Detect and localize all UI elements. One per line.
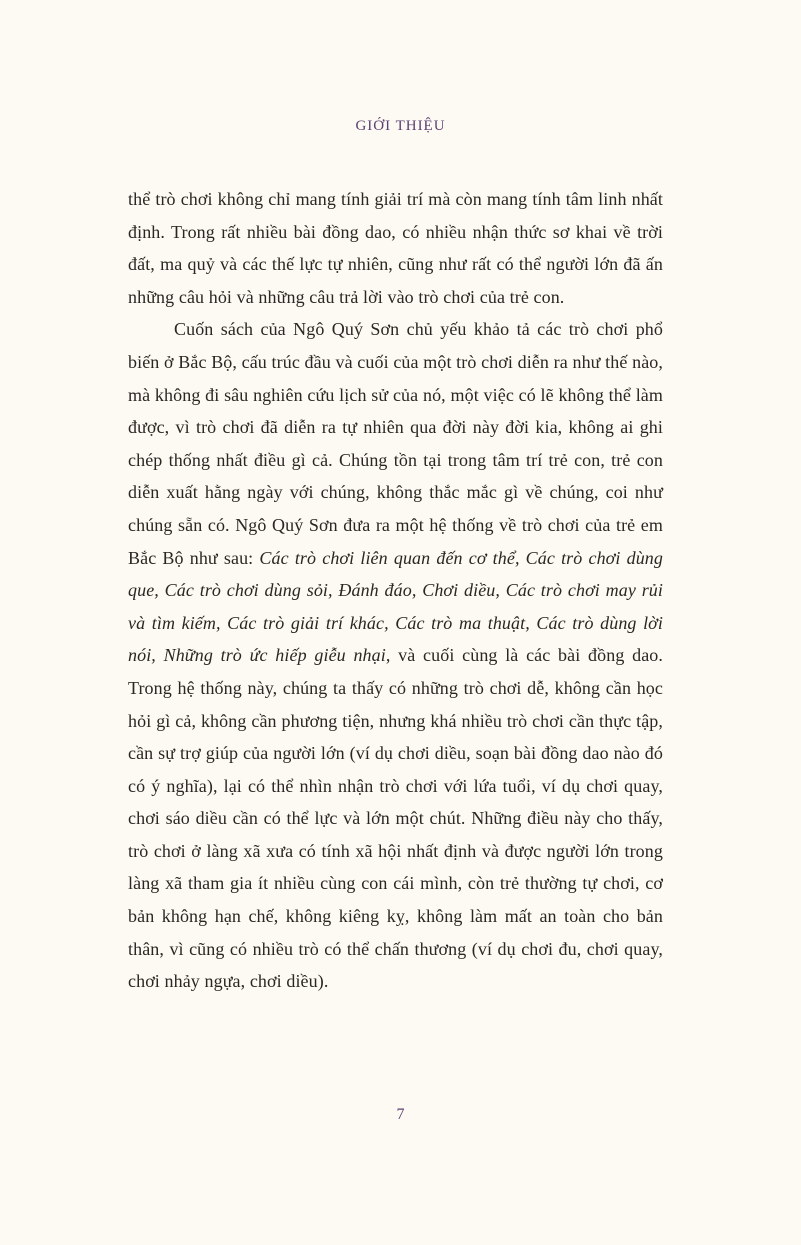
paragraph-text: , và cuối cùng là các bài đồng dao. Trong hệ thống này, chúng ta thấy có những trò chơi dễ, không cần học hỏi gì cả, không cần phương tiện, nhưng khá nhiều trò chơi cần thực tập, cần sự trợ giúp của người lớn (ví dụ chơi diều, soạn bài đồng dao nào đó có ý nghĩa), lại có thể nhìn nhận trò chơi với lứa tuổi, ví dụ chơi quay, chơi sáo diều cần có thể lực và lớn một chút. Những điều này cho thấy, trò chơi ở làng xã xưa có tính xã hội nhất định và được người lớn trong làng xã tham gia ít nhiều cùng con cái mình, còn trẻ thường tự chơi, cơ bản không hạn chế, không kiêng kỵ, không làm mất an toàn cho bản thân, vì cũng có nhiều trò có thể chấn thương (ví dụ chơi đu, chơi quay, chơi nhảy ngựa, chơi diều). bbox=[128, 645, 664, 992]
paragraph bbox=[128, 313, 663, 997]
paragraph: thể trò chơi không chỉ mang tính giải trí mà còn mang tính tâm linh nhất định. Trong rất nhiều bài đồng dao, có nhiều nhận thức sơ khai về trời đất, ma quỷ và các thế lực tự nhiên, cũng như rất có thể người lớn đã ấn những câu hỏi và những câu trả lời vào trò chơi của trẻ con. bbox=[128, 189, 663, 307]
paragraph-text: Cuốn sách của Ngô Quý Sơn chủ yếu khảo tả các trò chơi phổ biến ở Bắc Bộ, cấu trúc đầu và cuối của một trò chơi diễn ra như thế nào, mà không đi sâu nghiên cứu lịch sử của nó, một việc có lẽ không thể làm được, vì trò chơi đã diễn ra tự nhiên qua đời này đời kia, không ai ghi chép thống nhất điều gì cả. Chúng tồn tại trong tâm trí trẻ con, trẻ con diễn xuất hằng ngày với chúng, không thắc mắc gì về chúng, coi như chúng sẵn có. Ngô Quý Sơn đưa ra một hệ thống về trò chơi của trẻ em Bắc Bộ như sau: bbox=[128, 319, 663, 568]
body-text bbox=[128, 183, 663, 998]
page-number: 7 bbox=[396, 1106, 405, 1123]
running-head: GIỚI THIỆU bbox=[355, 118, 446, 134]
game-categories-list: Các trò chơi liên quan đến cơ thể, Các trò chơi dùng que, Các trò chơi dùng sỏi, Đánh đáo, Chơi diều, Các trò chơi may rủi và tìm kiếm, Các trò giải trí khác, Các trò ma thuật, Các trò dùng lời nói, Những trò ức hiếp giễu nhại bbox=[128, 547, 664, 666]
